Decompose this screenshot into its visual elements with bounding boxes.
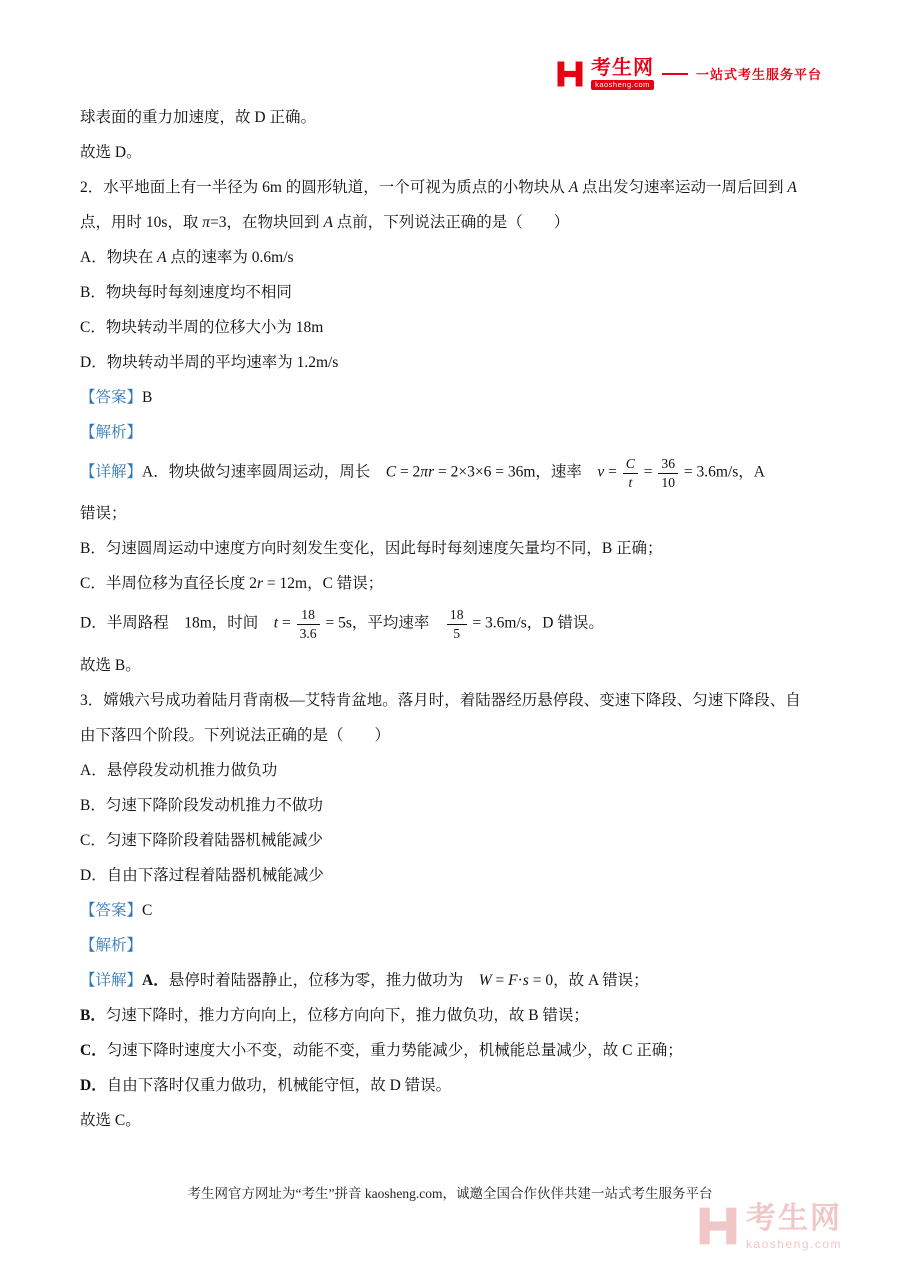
text-segment: 悬停时着陆器静止，位移为零，推力做功为 [168,971,479,989]
text-segment: C．匀速下降阶段着陆器机械能减少 [80,831,323,849]
text-line [80,759,820,782]
text-line [80,864,820,887]
text-segment: 错误； [80,505,127,523]
text-segment: 点前，下列说法正确的是（ ） [332,214,570,231]
text-line [80,1039,820,1062]
fraction: $\frac{18}{5}$ [447,607,467,641]
text-segment: B [142,389,153,406]
text-line [80,724,820,747]
text-segment: = 5s，平均速率 [321,615,445,633]
text-segment: 故选 D。 [80,144,142,161]
text-segment: D．物块转动半周的平均速率为 1.2m/s [80,354,339,371]
text-line [80,794,820,817]
fraction: $\frac{18}{3.6}$ [297,607,320,641]
text-line [80,246,820,269]
text-segment: = 3.6m/s，A [680,463,765,481]
brand-name: 考生网 [590,57,654,79]
text-segment: = [639,463,657,481]
text-line [80,281,820,304]
text-segment: F [508,971,518,989]
text-segment: A [787,179,797,196]
watermark-brand: 考生网 [745,1202,842,1235]
text-segment: B． [80,1006,106,1024]
text-segment: v [597,463,605,481]
text-segment: A．悬停段发动机推力做负功 [80,761,278,779]
text-segment: C．半周位移为直径长度 2 [80,575,257,593]
text-segment: 球表面的重力加速度，故 D 正确。 [80,109,316,126]
text-segment: B．物块每时每刻速度均不相同 [80,284,292,301]
text-segment: = [278,615,295,633]
text-segment: A [157,249,167,266]
text-line [80,351,820,374]
text-segment: 点出发匀速率运动一周后回到 [578,179,788,196]
text-segment: 【详解】 [80,463,143,481]
text-segment: t [273,615,279,633]
text-line [80,1004,820,1027]
text-segment: A [323,214,333,231]
brand-domain: kaosheng.com [591,80,654,90]
text-segment: = 12m，C 错误； [263,575,384,593]
text-segment: B．匀速下降阶段发动机推力不做功 [80,796,323,814]
text-segment: = 3.6m/s，D 错误。 [468,615,604,633]
text-segment: C．物块转动半周的位移大小为 18m [80,319,324,336]
text-segment: 【详解】 [80,971,143,989]
text-segment: = 0，故 A 错误； [528,971,649,989]
text-segment: 匀速下降时速度大小不变，动能不变，重力势能减少，机械能总量减少，故 C 正确； [106,1041,683,1059]
brand-block [591,58,654,90]
document-body [80,106,820,1144]
text-segment: = 2 [396,463,421,481]
text-line [80,829,820,852]
watermark-domain: kaosheng.com [745,1237,842,1251]
text-segment: 自由下落时仅重力做功，机械能守恒，故 D 错误。 [106,1076,452,1094]
text-line [80,211,820,234]
text-segment: W [478,971,492,989]
header-dash [662,73,688,75]
text-segment: B．匀速圆周运动中速度方向时刻发生变化，因此每时每刻速度矢量均不同，B 正确； [80,540,663,558]
text-segment: 故选 C。 [80,1111,141,1129]
text-segment: C． [80,1041,107,1059]
kaosheng-logo-icon [555,59,585,89]
text-line [80,456,820,490]
text-segment: = 2×3×6 = 36m，速率 [434,463,598,481]
text-line [80,537,820,560]
text-line [80,969,820,992]
text-line [80,654,820,677]
text-segment: 【答案】 [80,389,143,406]
text-segment: A．物块在 [80,249,158,266]
text-segment: C [142,901,153,919]
text-segment: C [385,463,397,481]
text-segment: r [256,575,264,593]
text-segment: 由下落四个阶段。下列说法正确的是（ ） [80,726,391,744]
text-segment: = [604,463,621,481]
text-segment: πr [420,463,435,481]
text-segment: D． [80,1076,107,1094]
fraction: $\frac{36}{10}$ [658,456,678,490]
text-line [80,386,820,409]
watermark-text-block [746,1204,842,1250]
text-line [80,176,820,199]
text-line [80,106,820,129]
text-line [80,141,820,164]
text-line [80,502,820,525]
footer-note: 考生网官方网址为“考生”拼音 kaosheng.com，诚邀全国合作伙伴共建一站式考生服务平台 [187,1186,713,1201]
text-segment: 【解析】 [80,936,143,954]
text-segment: 故选 B。 [80,656,141,674]
text-segment: = [491,971,509,989]
text-line [80,899,820,922]
text-line [80,607,820,641]
text-line [80,572,820,595]
text-segment: 2．水平地面上有一半径为 6m 的圆形轨道，一个可视为质点的小物块从 [80,179,569,196]
text-line [80,689,820,712]
text-segment: D．自由下落过程着陆器机械能减少 [80,866,324,884]
fraction: $\frac{C}{t}$ [623,456,638,490]
text-line [80,1074,820,1097]
text-segment: 点的速率为 0.6m/s [166,249,294,266]
text-segment: =3，在物块回到 [210,214,324,231]
text-segment: 3．嫦娥六号成功着陆月背南极—艾特肯盆地。落月时，着陆器经历悬停段、变速下降段、匀速下降段、自 [80,691,801,709]
text-segment: s [522,971,529,989]
text-segment: π [202,214,211,231]
header-logo [555,58,822,90]
text-line [80,934,820,957]
watermark-logo [696,1204,842,1250]
kaosheng-watermark-icon [696,1204,740,1248]
text-segment: A [568,179,579,196]
text-segment: · [517,971,523,989]
text-segment: A． [142,971,169,989]
text-segment: 匀速下降时，推力方向向上，位移方向向下，推力做负功，故 B 错误； [105,1006,589,1024]
text-line [80,316,820,339]
text-segment: 【答案】 [80,901,143,919]
text-segment: D．半周路程 18m，时间 [80,615,274,633]
brand-tagline: 一站式考生服务平台 [695,67,822,83]
text-segment: A．物块做匀速率圆周运动，周长 [142,463,386,481]
text-segment: 点，用时 10s，取 [80,214,203,231]
text-segment: 【解析】 [80,424,143,441]
text-line [80,1109,820,1132]
text-line [80,421,820,444]
